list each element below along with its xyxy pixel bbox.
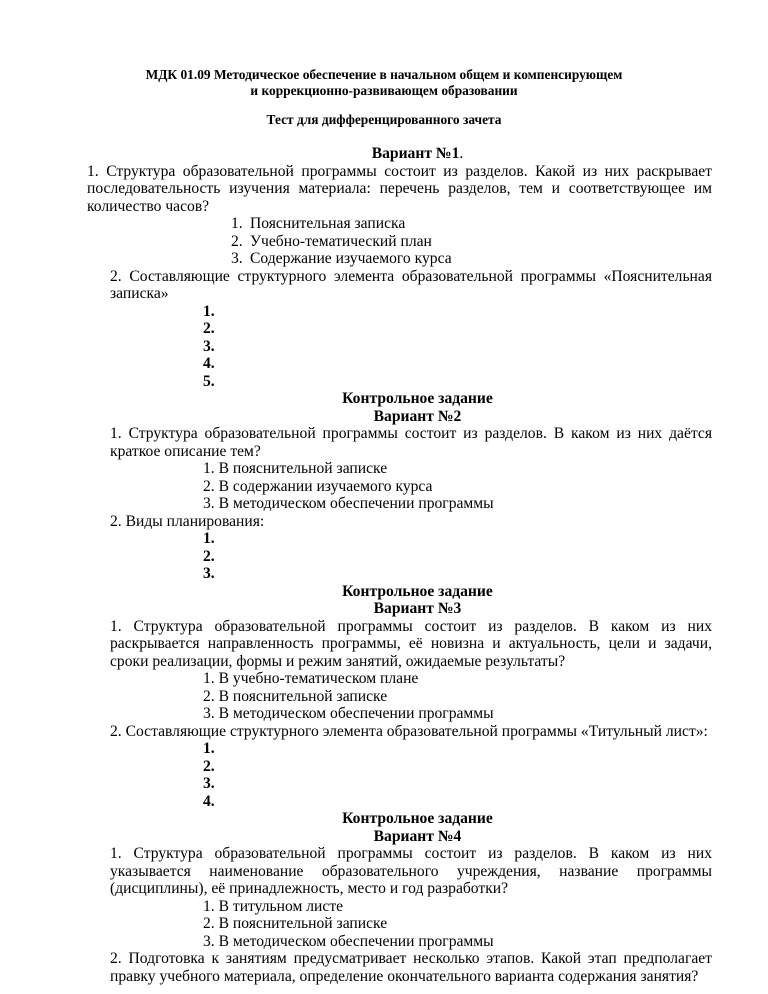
question-2: 2. Составляющие структурного элемента образовательной программы «Пояснительная записка» (110, 267, 712, 302)
answer-option: 2. В содержании изучаемого курса (203, 477, 433, 495)
title-line-2: и коррекционно-развивающем образовании (250, 83, 518, 98)
blank-item: 2. (203, 320, 215, 337)
answer-option: 1. В пояснительной записке (203, 460, 388, 477)
answer-option: 1. В учебно-тематическом плане (203, 670, 419, 687)
question-2: 2. Подготовка к занятиям предусматривает несколько этапов. Какой этап предполагает правку учебного материала, определение окончательного варианта содержания занятия? (110, 950, 712, 985)
control-task-heading: Контрольное задание (342, 390, 493, 407)
answer-option (231, 233, 712, 251)
blank-item: 3. (203, 337, 215, 355)
question-1: 1. Структура образовательной программы состоит из разделов. В каком из них даётся краткое описание тем? (110, 425, 712, 460)
variant-heading (87, 145, 712, 163)
blank-item: 3. (203, 565, 215, 582)
answer-options (203, 670, 712, 723)
option-text: Учебно-тематический план (250, 232, 432, 250)
question-2: 2. Составляющие структурного элемента образовательной программы «Титульный лист»: (110, 722, 708, 740)
blank-item: 4. (203, 355, 215, 372)
control-task-heading: Контрольное задание (342, 582, 493, 600)
variant-label: Вариант №1 (371, 145, 460, 162)
answer-option (231, 215, 712, 233)
option-number: 3. (231, 250, 243, 267)
answer-options (231, 215, 712, 268)
blank-item: 5. (203, 372, 215, 390)
option-number: 1. (231, 215, 243, 232)
variant-3 (110, 583, 712, 811)
variant-2 (110, 390, 712, 583)
variant-label: Вариант №3 (373, 600, 462, 617)
option-number: 2. (231, 232, 243, 250)
answer-option: 1. В титульном листе (203, 897, 344, 915)
answer-option: 3. В методическом обеспечении программы (203, 495, 494, 512)
document-subtitle: Тест для дифференцированного зачета (266, 112, 502, 127)
variant-4 (110, 810, 712, 985)
answer-options (203, 898, 712, 951)
document-title (0, 67, 768, 99)
answer-option: 2. В пояснительной записке (203, 687, 388, 705)
answer-option: 3. В методическом обеспечении программы (203, 932, 494, 950)
variant-1 (87, 145, 712, 390)
blank-item: 3. (203, 775, 215, 792)
answer-option (231, 250, 712, 268)
title-line-1: МДК 01.09 Методическое обеспечение в начальном общем и компенсирующем (145, 67, 623, 82)
question-1: 1. Структура образовательной программы состоит из разделов. Какой из них раскрывает последовательность изучения материала: перечень разделов, тем и соответствующее им количество часов? (87, 162, 712, 215)
blank-item: 1. (203, 302, 215, 320)
question-1: 1. Структура образовательной программы состоит из разделов. В каком из них раскрывается направленность программы, её новизна и актуальность, цели и задачи, сроки реализации, формы и режим занятий, ожидаемые результаты? (110, 617, 712, 670)
answer-blanks (203, 740, 712, 810)
control-task-heading: Контрольное задание (342, 810, 493, 827)
variant-label: Вариант №2 (373, 407, 462, 425)
option-text: Содержание изучаемого курса (250, 250, 452, 267)
answer-options (203, 460, 712, 513)
blank-item: 1. (203, 530, 215, 547)
answer-option: 2. В пояснительной записке (203, 915, 388, 932)
blank-item: 1. (203, 740, 215, 757)
option-text: Пояснительная записка (250, 215, 406, 232)
answer-blanks (203, 530, 712, 583)
variant-label: Вариант №4 (373, 827, 462, 845)
test-body (87, 145, 712, 985)
question-1: 1. Структура образовательной программы состоит из разделов. В каком из них указывается наименование образовательного учреждения, название программы (дисциплины), её принадлежность, место и год разработки? (110, 845, 712, 897)
blank-item: 2. (203, 757, 215, 775)
blank-item: 4. (203, 792, 215, 810)
question-2: 2. Виды планирования: (110, 512, 265, 530)
answer-option: 3. В методическом обеспечении программы (203, 705, 494, 722)
blank-item: 2. (203, 547, 215, 565)
answer-blanks (203, 303, 712, 391)
variant-label-suffix: . (459, 145, 464, 162)
